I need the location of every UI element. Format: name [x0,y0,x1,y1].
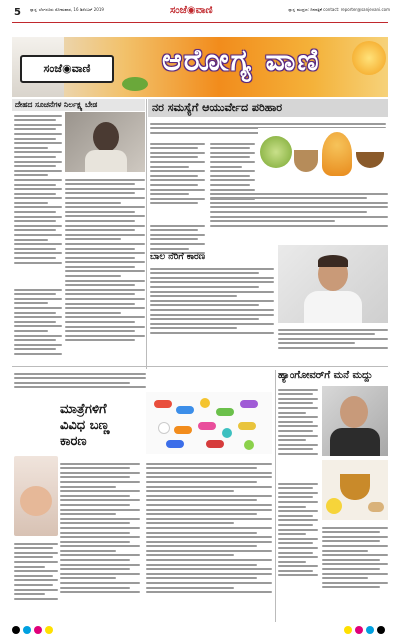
herb-ball [260,136,292,168]
pill-headline-1: ಮಾತ್ರೆಗಳಿಗೆ [60,402,107,417]
pill [222,428,232,438]
left-meta: ಸ್ವಾಸ್ಥ್ಯ ಬೆಂಗಳೂರು ಸೋಮವಾರ, 16 ಡಿಸೆಂಬರ್ 2019 [30,7,104,12]
page-header [0,0,400,34]
banner [12,37,388,97]
left-story-headline-bar [12,99,145,111]
registration-right [344,619,388,627]
lemon-slice [326,498,342,514]
pill [166,440,184,448]
pill [176,406,194,414]
header-rule [12,22,388,23]
headache-photo [65,112,145,172]
pill-headline-2: ವಿವಿಧ ಬಣ್ಣ [60,418,110,433]
man-hair [318,255,348,267]
pill [244,440,254,450]
divider-left [146,99,147,369]
mid-story-body [150,265,274,357]
hangover-headline: ಹ್ಯಾಂಗೋವರ್‌ಗೆ ಮನೆ ಮದ್ದು [278,370,373,381]
mortar [294,150,318,172]
pill-story-intro [14,370,146,400]
meditation-figure [322,132,352,176]
leaf-image [122,77,148,91]
pill [216,408,234,416]
man-shirt [304,291,362,323]
tea-cup [340,474,370,500]
left-story-body-top [14,112,62,282]
mid-story-headline: ಬಾಲ ನೆರಿಗೆ ಕಾರಣ [150,252,206,262]
fruit-image [352,41,386,75]
lead-story-headline: ನರ ಸಮಸ್ಯೆಗೆ ಆಯುರ್ವೇದ ಪರಿಹಾರ [152,101,283,114]
pill-story-body-left [60,460,140,620]
palm [20,486,52,516]
pill-story-body-right [146,460,272,620]
hangover-body-right [322,524,388,620]
person-head [93,122,119,152]
pill [154,400,172,408]
hangover-photo [322,386,388,456]
left-story-body-bottom [14,286,62,366]
page-number: 5 [14,7,21,18]
pill [174,426,192,434]
lead-story-row2 [210,190,388,240]
left-story-headline: ದೇಹದ ಸೂಚನೆಗಳ ನಿರ್ಲಕ್ಷ್ಯ ಬೇಡ [15,100,98,109]
pill-story-headline-box [60,402,146,454]
pill [240,400,258,408]
pill-headline-3: ಕಾರಣ [60,434,87,449]
lead-story-col1 [150,140,205,220]
ginger [368,502,384,512]
hand-pills-photo [14,456,58,536]
masthead-logo: ಸಂಜೆ◉ವಾಣಿ [170,5,213,16]
divider-right [275,370,276,622]
logo-text: ಸಂಜೆ◉ವಾಣಿ [43,62,91,75]
logo-box [20,55,114,83]
pill [200,398,210,408]
tea-photo [322,460,388,520]
spice-bowl [356,152,384,168]
footer-registration-marks [12,619,388,627]
pill [158,422,170,434]
divider-horizontal [12,366,388,367]
banner-title: ಆರೋಗ್ಯ ವಾಣಿ [162,43,321,78]
hangover-head [340,396,368,428]
hangover-body-left [278,386,318,476]
pill [198,422,216,430]
ayurveda-image [258,128,388,186]
right-meta: ಸ್ವಾಸ್ಥ್ಯ ಮುದ್ರಣ: ದಿನಪತ್ರಿಕೆ contact: reporter@sanjevani.com [288,7,390,12]
pills-photo [146,392,272,454]
man-headache-photo [278,245,388,323]
mid-story-right-body [278,326,388,364]
pill [206,440,224,448]
pill-story-body-far-left [14,540,58,620]
left-story-body-mid [65,176,145,366]
hangover-body-mid [278,480,318,620]
registration-left [12,619,56,627]
lead-story-headline-bar [148,99,388,117]
hangover-body [330,428,380,456]
person-body [85,150,127,172]
pill [238,422,256,430]
